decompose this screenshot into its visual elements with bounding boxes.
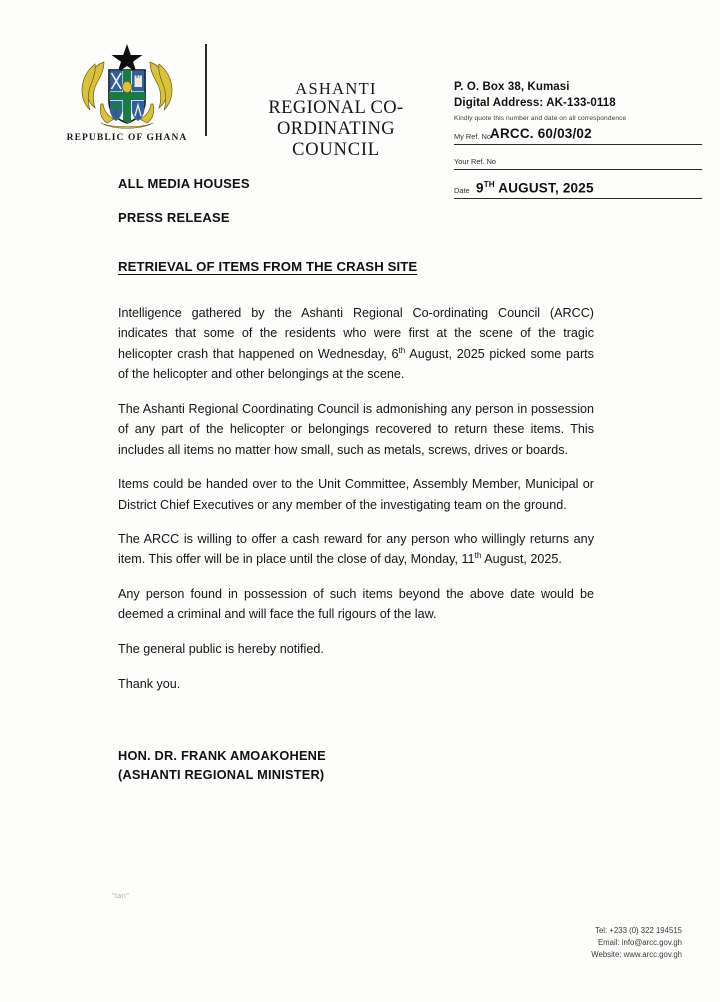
org-title-line-2: REGIONAL CO-ORDINATING [268, 98, 404, 140]
footer-email: Email: info@arcc.gov.gh [597, 938, 682, 948]
paragraph-text-before: The Ashanti Regional Coordinating Council is admonishing any person in possession of any part of the helicopter or belongings recovered to return these items. This includes all items no matter how small, such as metals, screws, drives or boards. [118, 401, 594, 457]
my-ref-rule [454, 144, 702, 145]
your-ref-row [454, 150, 684, 172]
paragraph [118, 639, 594, 660]
paragraph [118, 303, 594, 385]
my-ref-value: ARCC. 60/03/02 [490, 126, 592, 142]
po-box-line: P. O. Box 38, Kumasi [454, 81, 570, 93]
paragraph-text-after: August, 2025. [481, 552, 562, 567]
organization-title [222, 80, 450, 161]
paragraph-text-before: The ARCC is willing to offer a cash reward for any person who willingly returns any item. This offer will be in place until the close of day, Monday, 11 [118, 532, 594, 567]
footer-website: Website: www.arcc.gov.gh [591, 950, 682, 960]
my-ref-row [454, 125, 684, 147]
your-ref-rule [454, 169, 702, 170]
paragraph-text-before: The general public is hereby notified. [118, 642, 324, 657]
crest-block [62, 40, 192, 143]
paragraph [118, 474, 594, 515]
date-value-day: 9 [476, 180, 484, 196]
scan-artifact-mark: "tan" [112, 893, 130, 900]
paragraph [118, 584, 594, 625]
my-ref-label: My Ref. No [454, 132, 491, 142]
quote-reference-note: Kindly quote this number and date on all correspondence [454, 115, 627, 123]
document-type-line: PRESS RELEASE [118, 210, 230, 225]
letterhead-divider [205, 44, 207, 136]
your-ref-label: Your Ref. No [454, 157, 497, 167]
paragraph [118, 529, 594, 570]
ordinal-suffix: th [474, 551, 482, 561]
date-value-ordinal: TH [483, 180, 495, 190]
paragraph [118, 399, 594, 460]
date-value-month-year: AUGUST, 2025 [494, 180, 594, 196]
letter-body [118, 176, 594, 785]
subject-heading: RETRIEVAL OF ITEMS FROM THE CRASH SITE [118, 259, 418, 274]
signatory-name: HON. DR. FRANK AMOAKOHENE [118, 748, 326, 764]
paragraph-list [118, 303, 594, 694]
org-title-line-3: COUNCIL [292, 139, 380, 160]
ghana-coat-of-arms-icon [71, 40, 183, 132]
ordinal-suffix: th [398, 345, 406, 355]
addressee-line: ALL MEDIA HOUSES [118, 176, 250, 191]
digital-address-line: Digital Address: AK-133-0118 [454, 96, 616, 109]
footer-telephone: Tel: +233 (0) 322 194515 [595, 926, 682, 935]
paragraph-text-before: Intelligence gathered by the Ashanti Regional Co-ordinating Council (ARCC) indicates that some of the residents who were first at the scene of the tragic helicopter crash that happened on Wednesday, 6 [118, 306, 594, 361]
paragraph-text-before: Thank you. [118, 676, 181, 691]
signature-block [118, 746, 594, 784]
paragraph-text-before: Any person found in possession of such items beyond the above date would be deemed a criminal and will face the full rigours of the law. [118, 587, 594, 622]
paragraph-text-after: August, 2025 picked some parts of the helicopter and other belongings at the scene. [118, 346, 594, 382]
signatory-title: (ASHANTI REGIONAL MINISTER) [118, 767, 325, 783]
footer-contact [591, 925, 682, 961]
date-label: Date [454, 186, 470, 196]
paragraph [118, 674, 594, 695]
org-title-line-1: ASHANTI [295, 79, 377, 98]
republic-of-ghana-label: REPUBLIC OF GHANA [66, 133, 188, 143]
paragraph-text-before: Items could be handed over to the Unit Committee, Assembly Member, Municipal or District Chief Executives or any member of the investigating team on the ground. [118, 477, 594, 512]
